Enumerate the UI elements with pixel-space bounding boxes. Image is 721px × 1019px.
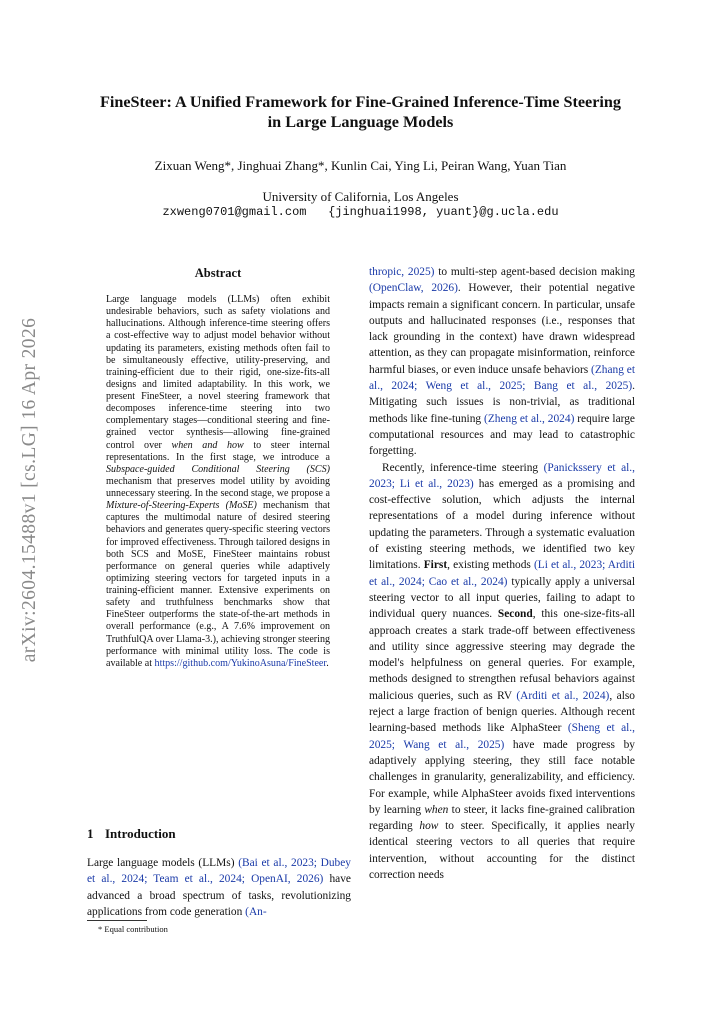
abstract-text: Large language models (LLMs) often exhibit undesirable behaviors, such as safety violations and hallucinations. Although inference-time steering offers a cost-effective way to adjust model behavior without updating its parameters, existing methods often fail to be simultaneously effective, utility-preserving, and training-efficient due to their rigid, one-size-fits-all designs and limited adaptability. In this work, we present FineSteer, a novel steering framework that decomposes inference-time steering into two complementary stages—conditional steering and fine-grained vector synthesis—allowing fine-grained control over when and how to steer internal representations. In the first stage, we introduce a Subspace-guided Conditional Steering (SCS) mechanism that preserves model utility by avoiding unnecessary steering. In the second stage, we propose a Mixture-of-Steering-Experts (MoSE) mechanism that captures the multimodal nature of desired steering behaviors and generates query-specific steering vectors for improved effectiveness. Through tailored designs in both SCS and MoSE, FineSteer maintains robust performance on general queries while adaptively optimizing steering vectors for targeted inputs in a training-efficient manner. Extensive experiments on safety and truthfulness benchmarks show that FineSteer outperforms the state-of-the-art methods in overall performance (e.g., A 7.6% improvement on TruthfulQA over Llama-3.), achieving stronger steering performance with minimal utility loss. The code is available at https://github.com/YukinoAsuna/FineSteer. bbox=[106, 294, 330, 669]
intro-paragraph-left: Large language models (LLMs) (Bai et al., 2023; Dubey et al., 2024; Team et al., 2024; OpenAI, 2026) have advanced a broad spectrum of tasks, revolutionizing applications from code generation (An- bbox=[87, 857, 351, 918]
footnote: * Equal contribution bbox=[98, 924, 168, 934]
author-emails: zxweng0701@gmail.com {jinghuai1998, yuant}@g.ucla.edu bbox=[162, 205, 559, 219]
citation[interactable]: (Panickssery et al., 2023; Li et al., 2023) bbox=[369, 461, 635, 490]
abstract-heading: Abstract bbox=[194, 266, 242, 280]
footnote-rule bbox=[87, 920, 147, 921]
intro-paragraph: Recently, inference-time steering (Panickssery et al., 2023; Li et al., 2023) has emerged as a promising and cost-effective solution, which adjusts the internal representations of a model during inference without updating the parameters. Through a systematic evaluation of existing steering methods, we identified two key limitations. First, existing methods (Li et al., 2023; Arditi et al., 2024; Cao et al., 2024) typically apply a universal steering vector to all input queries, failing to adapt to individual query nuances. Second, this one-size-fits-all approach creates a stark trade-off between effectiveness and utility since aggressive steering may degrade the model's helpfulness on general queries. For example, methods designed to strengthen refusal behaviors against malicious queries, such as RV (Arditi et al., 2024), also reject a large fraction of benign queries. Although recent learning-based methods like AlphaSteer (Sheng et al., 2025; Wang et al., 2025) have made progress by adaptively applying steering, they still face notable challenges in granularity, generalizability, and efficiency. For example, while AlphaSteer avoids fixed interventions by learning when to steer, it lacks fine-grained calibration regarding how to steer. Specifically, it applies nearly identical steering vectors to all queries that require intervention, without accounting for the distinct correction needs bbox=[369, 461, 636, 881]
citation[interactable]: (Sheng et al., 2025; Wang et al., 2025) bbox=[369, 722, 635, 751]
citation[interactable]: (Zheng et al., 2024) bbox=[484, 412, 575, 425]
arxiv-identifier: arXiv:2604.15488v1 [cs.LG] 16 Apr 2026 bbox=[19, 317, 40, 663]
paper-title: FineSteer: A Unified Framework for Fine-Grained Inference-Time Steering in Large Language Models bbox=[99, 93, 622, 131]
citation[interactable]: (OpenClaw, 2026) bbox=[369, 282, 458, 295]
citation[interactable]: (An- bbox=[245, 905, 267, 918]
author-list: Zixuan Weng*, Jinghuai Zhang*, Kunlin Cai, Ying Li, Peiran Wang, Yuan Tian bbox=[154, 158, 567, 173]
citation[interactable]: (Zhang et al., 2024; Weng et al., 2025; Bang et al., 2025) bbox=[369, 363, 636, 393]
citation[interactable]: thropic, 2025) bbox=[369, 266, 435, 278]
affiliation: University of California, Los Angeles bbox=[262, 189, 459, 204]
citation[interactable]: (Li et al., 2023; Arditi et al., 2024; Cao et al., 2024) bbox=[369, 559, 635, 588]
intro-right-column bbox=[369, 264, 635, 883]
code-link[interactable]: https://github.com/YukinoAsuna/FineSteer bbox=[154, 657, 327, 669]
citation[interactable]: (Bai et al., 2023; Dubey et al., 2024; Team et al., 2024; OpenAI, 2026) bbox=[87, 857, 351, 886]
citation[interactable]: (Arditi et al., 2024) bbox=[516, 689, 610, 702]
intro-paragraph: thropic, 2025) to multi-step agent-based decision making (OpenClaw, 2026). However, their potential negative impacts remain a significant concern. In particular, unsafe outputs and hallucinated responses (i.e., responses that lack grounding in the context) have drawn widespread attention, as they can propagate misinformation, reinforce harmful biases, or even induce unsafe behaviors (Zhang et al., 2024; Weng et al., 2025; Bang et al., 2025). Mitigating such issues is non-trivial, as traditional methods like fine-tuning (Zheng et al., 2024) require large computational resources and may lead to catastrophic forgetting. bbox=[369, 266, 636, 458]
section-heading-introduction: 1 Introduction bbox=[87, 826, 176, 841]
